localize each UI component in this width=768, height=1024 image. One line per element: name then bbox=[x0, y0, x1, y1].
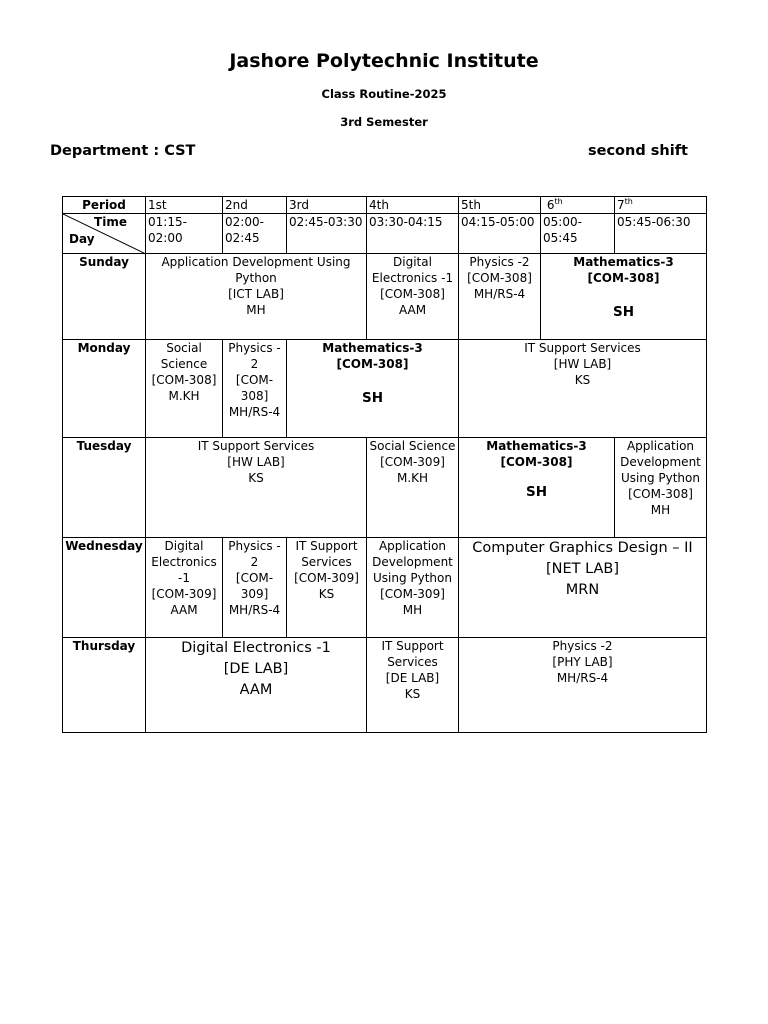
teacher: KS bbox=[404, 687, 421, 701]
teacher: MH/RS-4 bbox=[473, 287, 526, 301]
subject: IT Support Services bbox=[197, 439, 315, 453]
subject: Physics -2 bbox=[469, 255, 530, 269]
room: [COM-308] bbox=[380, 287, 445, 301]
subject: Digital Electronics -1 bbox=[151, 539, 217, 585]
subject: IT Support Services bbox=[295, 539, 358, 569]
period-6-sup: th bbox=[554, 197, 563, 206]
class-cell bbox=[146, 340, 223, 438]
class-cell bbox=[146, 638, 367, 733]
subject: Application Development Using Python bbox=[161, 255, 351, 285]
time-6: 05:00-05:45 bbox=[541, 214, 615, 254]
time-row bbox=[63, 214, 707, 254]
room: [COM-309] bbox=[380, 455, 445, 469]
class-cell bbox=[367, 438, 459, 538]
day-row-wednesday bbox=[63, 538, 707, 638]
class-cell bbox=[459, 254, 541, 340]
class-cell bbox=[287, 538, 367, 638]
class-cell bbox=[367, 638, 459, 733]
room: [COM-308] bbox=[336, 357, 409, 371]
period-1: 1st bbox=[146, 197, 223, 214]
subject: Social Science bbox=[160, 341, 208, 371]
class-cell bbox=[146, 538, 223, 638]
class-cell bbox=[367, 254, 459, 340]
class-cell bbox=[223, 340, 287, 438]
period-6 bbox=[541, 197, 615, 214]
subject: Social Science bbox=[369, 439, 456, 453]
class-cell bbox=[459, 438, 615, 538]
period-4: 4th bbox=[367, 197, 459, 214]
day-wednesday: Wednesday bbox=[63, 538, 146, 638]
class-cell bbox=[615, 438, 707, 538]
day-row-monday bbox=[63, 340, 707, 438]
room: [HW LAB] bbox=[553, 357, 612, 371]
period-7-sup: th bbox=[624, 197, 633, 206]
teacher: KS bbox=[318, 587, 335, 601]
period-3: 3rd bbox=[287, 197, 367, 214]
room: [COM-309] bbox=[151, 587, 217, 601]
class-cell bbox=[287, 340, 459, 438]
class-cell bbox=[459, 538, 707, 638]
room: [COM-308] bbox=[235, 373, 274, 403]
subject: Mathematics-3 bbox=[322, 341, 423, 355]
teacher: MH bbox=[246, 303, 266, 317]
subject: Mathematics-3 bbox=[486, 439, 587, 453]
teacher: SH bbox=[612, 304, 635, 320]
class-cell bbox=[146, 438, 367, 538]
teacher: MH bbox=[650, 503, 671, 517]
room: [COM-308] bbox=[500, 455, 573, 469]
subject: Physics - 2 bbox=[228, 539, 281, 569]
time-5: 04:15-05:00 bbox=[459, 214, 541, 254]
teacher: AAM bbox=[239, 682, 273, 698]
class-cell bbox=[223, 538, 287, 638]
teacher: MH/RS-4 bbox=[556, 671, 609, 685]
routine-title: Class Routine-2025 bbox=[321, 87, 447, 101]
room: [COM-309] bbox=[294, 571, 359, 585]
period-row bbox=[63, 197, 707, 214]
period-7-num: 7 bbox=[617, 198, 625, 212]
time-3: 02:45-03:30 bbox=[287, 214, 367, 254]
period-2: 2nd bbox=[223, 197, 287, 214]
room: [HW LAB] bbox=[227, 455, 285, 469]
teacher: SH bbox=[361, 390, 384, 406]
time-2: 02:00-02:45 bbox=[223, 214, 287, 254]
day-monday: Monday bbox=[63, 340, 146, 438]
subject: Physics -2 bbox=[552, 639, 613, 653]
class-cell bbox=[459, 638, 707, 733]
time-1: 01:15-02:00 bbox=[146, 214, 223, 254]
time-4: 03:30-04:15 bbox=[367, 214, 459, 254]
subject: Physics - 2 bbox=[228, 341, 281, 371]
subject: IT Support Services bbox=[524, 341, 641, 355]
room: [COM-309] bbox=[235, 571, 274, 601]
room: [NET LAB] bbox=[545, 561, 620, 577]
subject: Digital Electronics -1 bbox=[371, 255, 454, 285]
class-cell bbox=[146, 254, 367, 340]
day-tuesday: Tuesday bbox=[63, 438, 146, 538]
room: [COM-308] bbox=[628, 487, 693, 501]
period-5: 5th bbox=[459, 197, 541, 214]
day-label: Day bbox=[69, 232, 95, 246]
room: [DE LAB] bbox=[223, 661, 289, 677]
class-cell bbox=[459, 340, 707, 438]
teacher: AAM bbox=[398, 303, 427, 317]
room: [COM-308] bbox=[151, 373, 217, 387]
teacher: MRN bbox=[565, 582, 600, 598]
day-row-thursday bbox=[63, 638, 707, 733]
teacher: AAM bbox=[170, 603, 198, 617]
subject: Mathematics-3 bbox=[573, 255, 674, 269]
room: [DE LAB] bbox=[385, 671, 440, 685]
period-7 bbox=[615, 197, 707, 214]
subject: Application Development Using Python bbox=[372, 539, 453, 585]
institute-title: Jashore Polytechnic Institute bbox=[229, 50, 539, 72]
room: [COM-308] bbox=[587, 271, 660, 285]
teacher: MH bbox=[402, 603, 423, 617]
room: [ICT LAB] bbox=[228, 287, 284, 301]
teacher: M.KH bbox=[168, 389, 200, 403]
routine-table bbox=[62, 196, 707, 733]
period-6-num: 6 bbox=[546, 198, 555, 212]
room: [COM-309] bbox=[380, 587, 445, 601]
subject: IT Support Services bbox=[381, 639, 444, 669]
time-day-cell bbox=[63, 214, 146, 254]
room: [PHY LAB] bbox=[552, 655, 613, 669]
day-row-sunday bbox=[63, 254, 707, 340]
teacher: MH/RS-4 bbox=[228, 603, 281, 617]
teacher: MH/RS-4 bbox=[228, 405, 281, 419]
class-cell bbox=[541, 254, 707, 340]
teacher: KS bbox=[574, 373, 591, 387]
department-label: Department : CST bbox=[50, 143, 196, 159]
class-cell bbox=[367, 538, 459, 638]
time-label: Time bbox=[94, 215, 127, 229]
shift-label: second shift bbox=[588, 143, 688, 159]
semester-label: 3rd Semester bbox=[340, 115, 428, 129]
day-sunday: Sunday bbox=[63, 254, 146, 340]
subject: Application Development Using Python bbox=[620, 439, 701, 485]
time-7: 05:45-06:30 bbox=[615, 214, 707, 254]
room: [COM-308] bbox=[467, 271, 532, 285]
subject: Computer Graphics Design – II bbox=[472, 540, 693, 556]
teacher: SH bbox=[525, 484, 548, 500]
teacher: M.KH bbox=[396, 471, 429, 485]
period-label: Period bbox=[63, 197, 146, 214]
day-row-tuesday bbox=[63, 438, 707, 538]
day-thursday: Thursday bbox=[63, 638, 146, 733]
teacher: KS bbox=[248, 471, 264, 485]
subject: Digital Electronics -1 bbox=[181, 640, 331, 656]
